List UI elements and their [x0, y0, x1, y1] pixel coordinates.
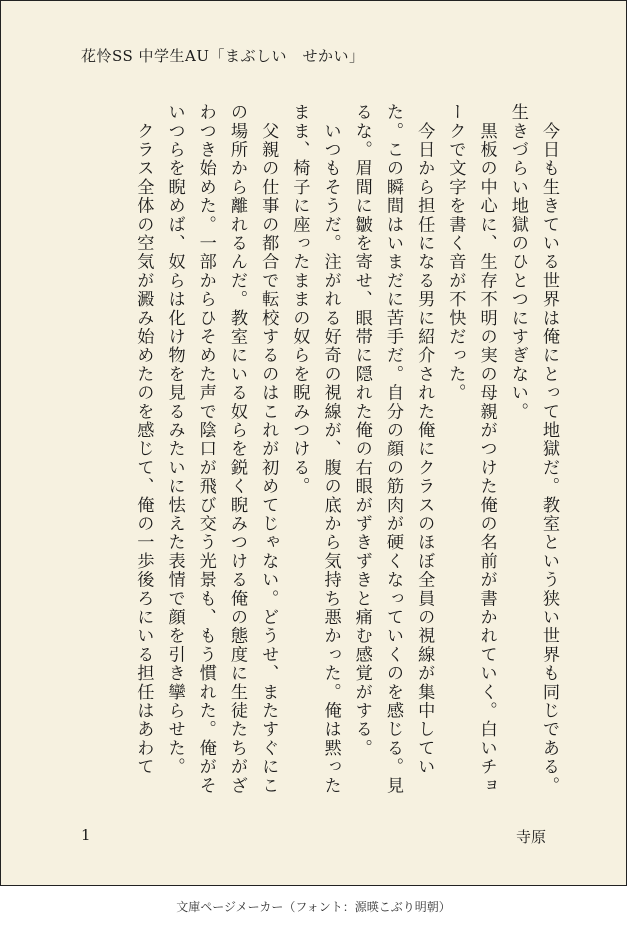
page-number: 1: [81, 826, 91, 844]
paragraph: 今日から担任になる男に紹介された俺にクラスのほぼ全員の視線が集中していた。この瞬間はいまだに苦手だ。自分の顔の筋肉が硬くなっていくのを感じる。見るな。眉間に皺を寄せ、眼帯に隠れた俺の右眼がずきずきと痛む感覚がする。: [351, 103, 435, 795]
paragraph: クラス全体の空気が澱み始めたのを感じて、俺の一歩後ろにいる担任はあわて: [133, 103, 154, 777]
author-name: 寺原: [515, 828, 546, 846]
paragraph: 黒板の中心に、生存不明の実の母親がつけた俺の名前が書かれていく。白いチョークで文字を書く音が不快だった。: [445, 103, 497, 795]
vertical-body-text: [44, 103, 564, 803]
paragraph: いつもそうだ。注がれる好奇の視線が、腹の底から気持ち悪かった。俺は黙ったまま、椅子に座ったままの奴らを睨みつける。: [289, 103, 341, 795]
generator-caption: 文庫ページメーカー（フォント：源暎こぶり明朝）: [176, 900, 451, 914]
paragraph: 今日も生きている世界は俺にとって地獄だ。教室という狭い世界も同じである。生きづらい地獄のひとつにすぎない。: [507, 103, 559, 795]
paragraph: 父親の仕事の都合で転校するのはこれが初めてじゃない。どうせ、またすぐにこの場所から離れるんだ。教室にいる奴らを鋭く睨みつける俺の態度に生徒たちがざわつき始めた。一部からひそめた声で陰口が飛び交う光景も、もう慣れた。俺がそいつらを睨めば、奴らは化け物を見るみたいに怯えた表情で顔を引き攣らせた。: [164, 103, 279, 795]
page-header-title: 花怜SS 中学生AU「まぶしい せかい」: [81, 47, 365, 65]
